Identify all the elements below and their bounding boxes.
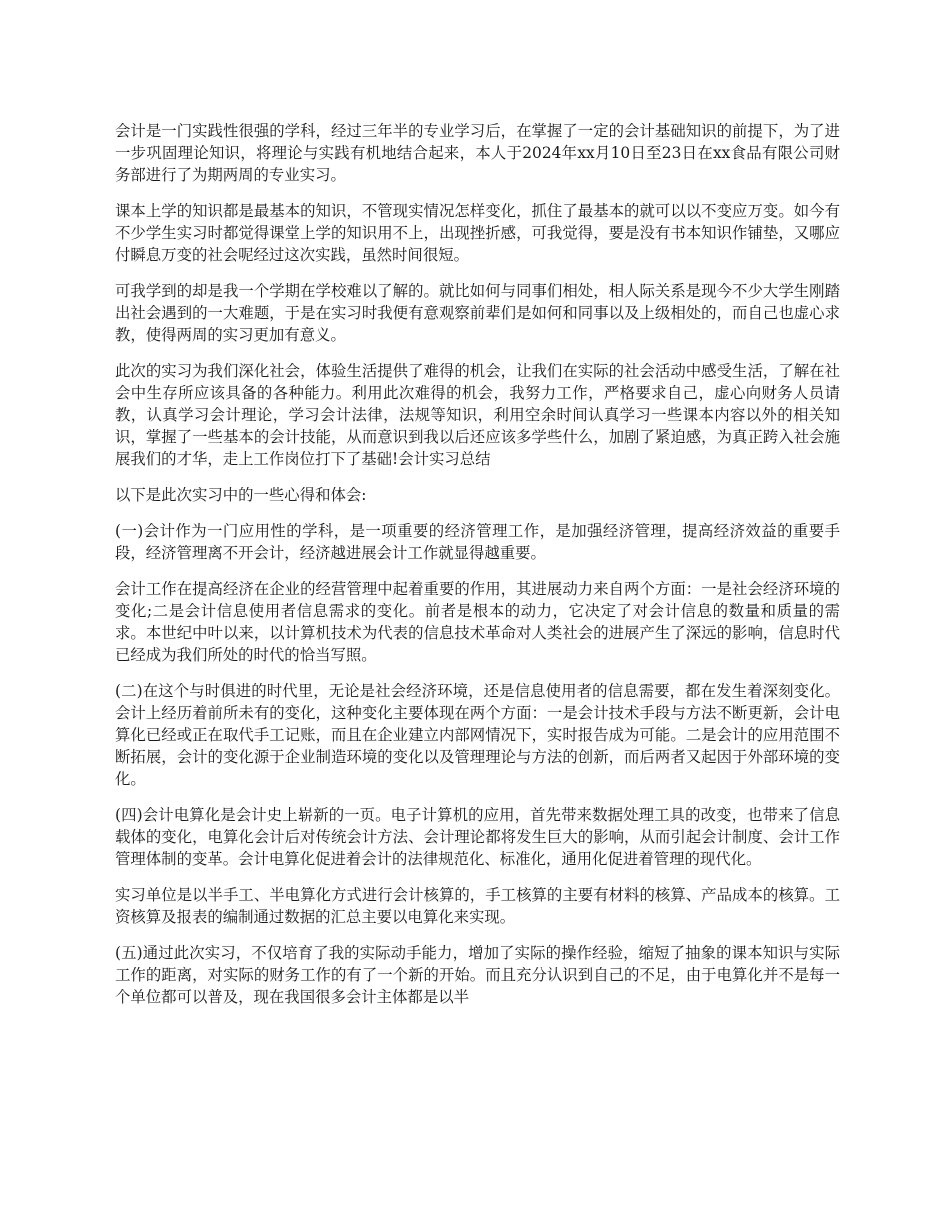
document-body <box>115 120 840 1022</box>
paragraph-intro: 会计是一门实践性很强的学科，经过三年半的专业学习后，在掌握了一定的会计基础知识的前提下，为了进一步巩固理论知识，将理论与实践有机地结合起来，本人于2024年xx月10日至23日在xx食品有限公司财务部进行了为期两周的专业实习。 <box>115 122 840 184</box>
paragraph-point-four: (四)会计电算化是会计史上崭新的一页。电子计算机的应用，首先带来数据处理工具的改变，也带来了信息载体的变化，电算化会计后对传统会计方法、会计理论都将发生巨大的影响，从而引起会计制度、会计工作管理体制的变革。会计电算化促进着会计的法律规范化、标准化，通用化促进着管理的现代化。 <box>115 806 840 868</box>
paragraph-internship-unit: 实习单位是以半手工、半电算化方式进行会计核算的，手工核算的主要有材料的核算、产品成本的核算。工资核算及报表的编制通过数据的汇总主要以电算化来实现。 <box>115 886 840 926</box>
paragraph-accounting-role: 会计工作在提高经济在企业的经营管理中起着重要的作用，其进展动力来自两个方面：一是社会经济环境的变化;二是会计信息使用者信息需求的变化。前者是根本的动力，它决定了对会计信息的数量和质量的需求。本世纪中叶以来，以计算机技术为代表的信息技术革命对人类社会的进展产生了深远的影响，信息时代已经成为我们所处的时代的恰当写照。 <box>115 580 840 664</box>
paragraph-interpersonal: 可我学到的却是我一个学期在学校难以了解的。就比如何与同事们相处，相人际关系是现今不少大学生刚踏出社会遇到的一大难题，于是在实习时我便有意观察前辈们是如何和同事以及上级相处的，而自己也虚心求教，使得两周的实习更加有意义。 <box>115 282 840 344</box>
paragraph-internship-value: 此次的实习为我们深化社会，体验生活提供了难得的机会，让我们在实际的社会活动中感受生活，了解在社会中生存所应该具备的各种能力。利用此次难得的机会，我努力工作，严格要求自己，虚心向财务人员请教，认真学习会计理论，学习会计法律，法规等知识，利用空余时间认真学习一些课本内容以外的相关知识，掌握了一些基本的会计技能，从而意识到我以后还应该多学些什么，加剧了紧迫感，为真正跨入社会施展我们的才华，走上工作岗位打下了基础!会计实习总结 <box>115 362 840 468</box>
paragraph-point-one: (一)会计作为一门应用性的学科，是一项重要的经济管理工作，是加强经济管理，提高经济效益的重要手段，经济管理离不开会计，经济越进展会计工作就显得越重要。 <box>115 522 840 562</box>
paragraph-point-five: (五)通过此次实习，不仅培育了我的实际动手能力，增加了实际的操作经验，缩短了抽象的课本知识与实际工作的距离，对实际的财务工作的有了一个新的开始。而且充分认识到自己的不足，由于电算化并不是每一个单位都可以普及，现在我国很多会计主体都是以半 <box>115 944 840 1006</box>
paragraph-insights-heading: 以下是此次实习中的一些心得和体会: <box>115 486 367 504</box>
paragraph-point-two: (二)在这个与时俱进的时代里，无论是社会经济环境，还是信息使用者的信息需要，都在发生着深刻变化。会计上经历着前所未有的变化，这种变化主要体现在两个方面：一是会计技术手段与方法不断更新，会计电算化已经或正在取代手工记账，而且在企业建立内部网情况下，实时报告成为可能。二是会计的应用范围不断拓展，会计的变化源于企业制造环境的变化以及管理理论与方法的创新，而后两者又起因于外部环境的变化。 <box>115 682 840 788</box>
paragraph-textbook-knowledge: 课本上学的知识都是最基本的知识，不管现实情况怎样变化，抓住了最基本的就可以以不变应万变。如今有不少学生实习时都觉得课堂上学的知识用不上，出现挫折感，可我觉得，要是没有书本知识作铺垫，又哪应付瞬息万变的社会呢经过这次实践，虽然时间很短。 <box>115 202 840 264</box>
